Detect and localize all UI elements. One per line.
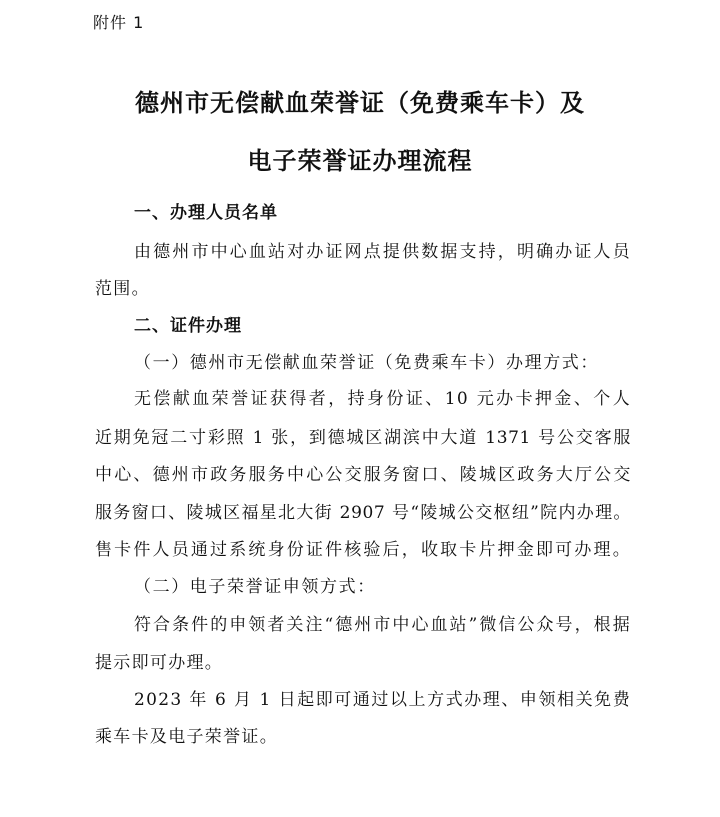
subsection-1-paragraph-line-4: 服务窗口、陵城区福星北大街 2907 号“陵城公交枢纽”院内办理。	[95, 503, 631, 523]
document-title-line-1: 德州市无偿献血荣誉证（免费乘车卡）及	[135, 88, 585, 117]
section-1-paragraph-line-1: 由德州市中心血站对办证网点提供数据支持，明确办证人员	[134, 242, 631, 262]
subsection-2-paragraph-line-1: 符合条件的申领者关注“德州市中心血站”微信公众号，根据	[134, 615, 631, 635]
subsection-1-paragraph-line-3: 中心、德州市政务服务中心公交服务窗口、陵城区政务大厅公交	[95, 465, 631, 485]
section-1-paragraph-line-2: 范围。	[95, 279, 150, 299]
subsection-2-paragraph-line-2: 提示即可办理。	[95, 653, 224, 673]
closing-paragraph-line-1: 2023 年 6 月 1 日起即可通过以上方式办理、申领相关免费	[134, 690, 631, 710]
section-2-heading: 二、证件办理	[134, 316, 242, 336]
attachment-label: 附件 1	[93, 13, 145, 32]
closing-paragraph-line-2: 乘车卡及电子荣誉证。	[95, 727, 278, 747]
subsection-1-paragraph-line-5: 售卡件人员通过系统身份证件核验后，收取卡片押金即可办理。	[95, 540, 631, 560]
section-1-heading: 一、办理人员名单	[134, 203, 278, 223]
subsection-1-heading: （一）德州市无偿献血荣誉证（免费乘车卡）办理方式：	[134, 353, 599, 373]
subsection-1-paragraph-line-1: 无偿献血荣誉证获得者，持身份证、10 元办卡押金、个人	[134, 389, 631, 409]
subsection-1-paragraph-line-2: 近期免冠二寸彩照 1 张，到德城区湖滨中大道 1371 号公交客服	[95, 428, 631, 448]
subsection-2-heading: （二）电子荣誉证申领方式：	[134, 577, 376, 597]
document-title-line-2: 电子荣誉证办理流程	[247, 146, 473, 175]
